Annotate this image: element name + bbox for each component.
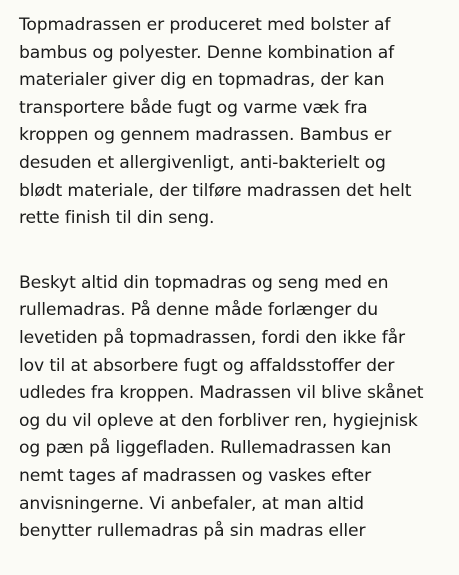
paragraph-material [19, 12, 459, 233]
text-line: nemt tages af madrassen og vaskes efter [19, 465, 371, 486]
text-line: materialer giver dig en topmadras, der kan [19, 70, 385, 91]
text-line: levetiden på topmadrassen, fordi den ikke får [19, 327, 405, 348]
text-line: benytter rullemadras på sin madras eller [19, 521, 366, 542]
text-line: Topmadrassen er produceret med bolster af [19, 15, 391, 35]
text-line: blødt materiale, der tilføre madrassen det helt [19, 180, 412, 201]
text-line: og du vil opleve at den forbliver ren, hygiejnisk [19, 410, 418, 431]
text-line: og pæn på liggefladen. Rullemadrassen kan [19, 438, 392, 459]
text-line: transportere både fugt og varme væk fra [19, 97, 368, 118]
text-line: rullemadras. På denne måde forlænger du [19, 300, 379, 321]
text-line: anvisningerne. Vi anbefaler, at man altid [19, 493, 364, 514]
text-line: desuden et allergivenligt, anti-bakterielt og [19, 152, 386, 173]
text-line: lov til at absorbere fugt og affaldsstoffer der [19, 355, 395, 376]
text-line: udledes fra kroppen. Madrassen vil blive skånet [19, 383, 424, 404]
text-line: kroppen og gennem madrassen. Bambus er [19, 125, 392, 146]
paragraph-protection [19, 270, 459, 546]
text-line: Beskyt altid din topmadras og seng med en [19, 272, 389, 293]
text-line: rette finish til din seng. [19, 208, 215, 229]
text-line: bambus og polyester. Denne kombination af [19, 42, 395, 63]
